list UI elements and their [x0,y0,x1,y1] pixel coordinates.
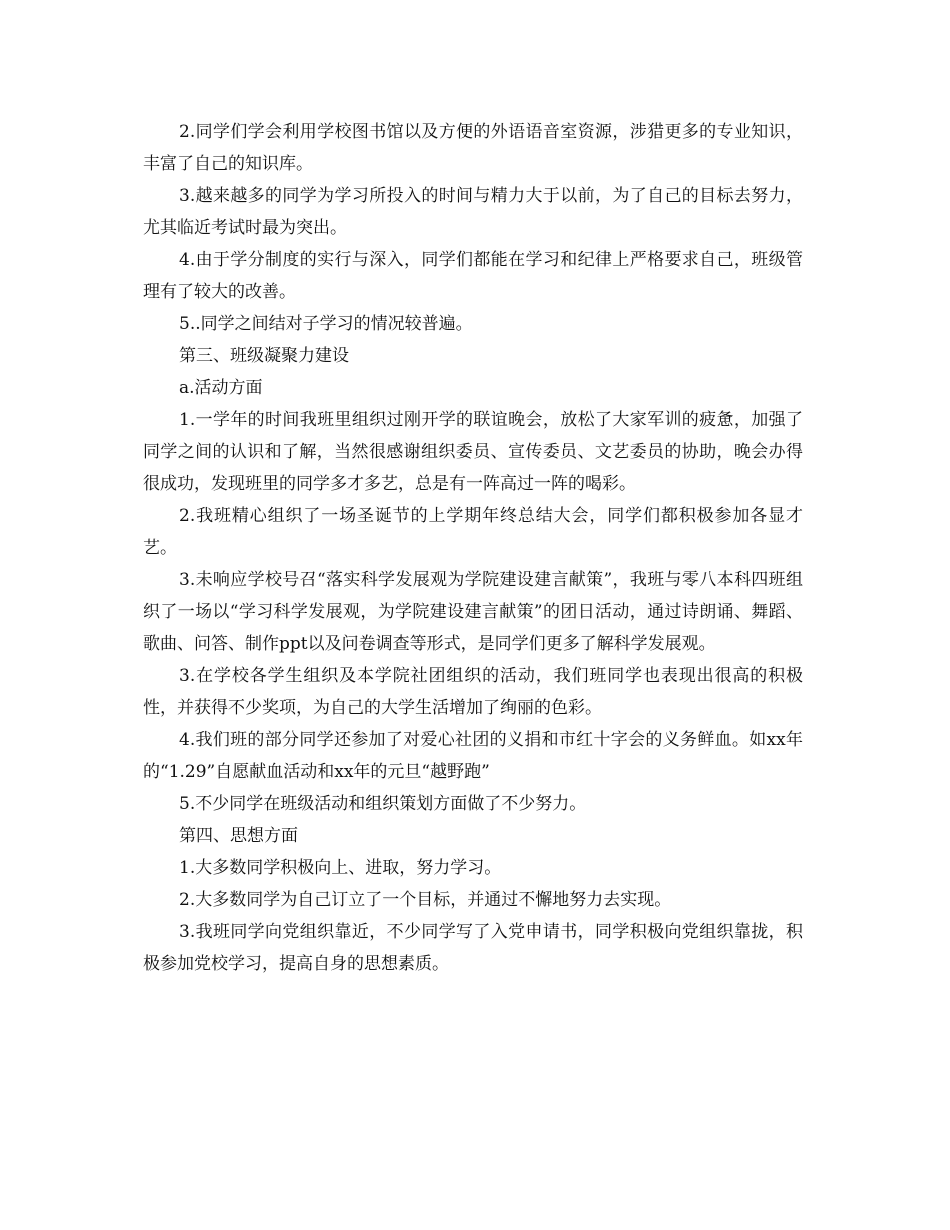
paragraph-4: 5..同学之间结对子学习的情况较普遍。 [179,314,473,334]
paragraph-10: 5.不少同学在班级活动和组织策划方面做了不少努力。 [179,794,587,814]
paragraph-5: 1.一学年的时间我班里组织过刚开学的联谊晚会，放松了大家军训的疲惫，加强了同学之间的认识和了解，当然很感谢组织委员、宣传委员、文艺委员的协助，晚会办得很成功，发现班里的同学多才多艺，总是有一阵高过一阵的喝彩。 [143,410,803,494]
section-heading-4: 第四、思想方面 [179,826,298,846]
paragraph-8: 3.在学校各学生组织及本学院社团组织的活动，我们班同学也表现出很高的积极性，并获得不少奖项，为自己的大学生活增加了绚丽的色彩。 [143,666,803,718]
paragraph-11: 1.大多数同学积极向上、进取，努力学习。 [179,858,502,878]
paragraph-12: 2.大多数同学为自己订立了一个目标，并通过不懈地努力去实现。 [179,890,672,910]
paragraph-13: 3.我班同学向党组织靠近，不少同学写了入党申请书，同学积极向党组织靠拢，积极参加党校学习，提高自身的思想素质。 [143,922,803,974]
paragraph-2: 3.越来越多的同学为学习所投入的时间与精力大于以前，为了自己的目标去努力，尤其临近考试时最为突出。 [143,186,803,238]
paragraph-3: 4.由于学分制度的实行与深入，同学们都能在学习和纪律上严格要求自己，班级管理有了较大的改善。 [143,250,803,302]
paragraph-9: 4.我们班的部分同学还参加了对爱心社团的义捐和市红十字会的义务鲜血。如xx年的“1.29”自愿献血活动和xx年的元旦“越野跑” [143,730,803,782]
paragraph-1: 2.同学们学会利用学校图书馆以及方便的外语语音室资源，涉猎更多的专业知识，丰富了自己的知识库。 [143,122,803,174]
document-body [143,116,803,980]
subsection-heading-a: a.活动方面 [179,378,263,398]
paragraph-6: 2.我班精心组织了一场圣诞节的上学期年终总结大会，同学们都积极参加各显才艺。 [143,506,803,558]
paragraph-7: 3.未响应学校号召“落实科学发展观为学院建设建言献策”，我班与零八本科四班组织了一场以“学习科学发展观，为学院建设建言献策”的团日活动，通过诗朗诵、舞蹈、歌曲、问答、制作ppt以及问卷调查等形式，是同学们更多了解科学发展观。 [143,570,803,654]
section-heading-3: 第三、班级凝聚力建设 [179,346,349,366]
